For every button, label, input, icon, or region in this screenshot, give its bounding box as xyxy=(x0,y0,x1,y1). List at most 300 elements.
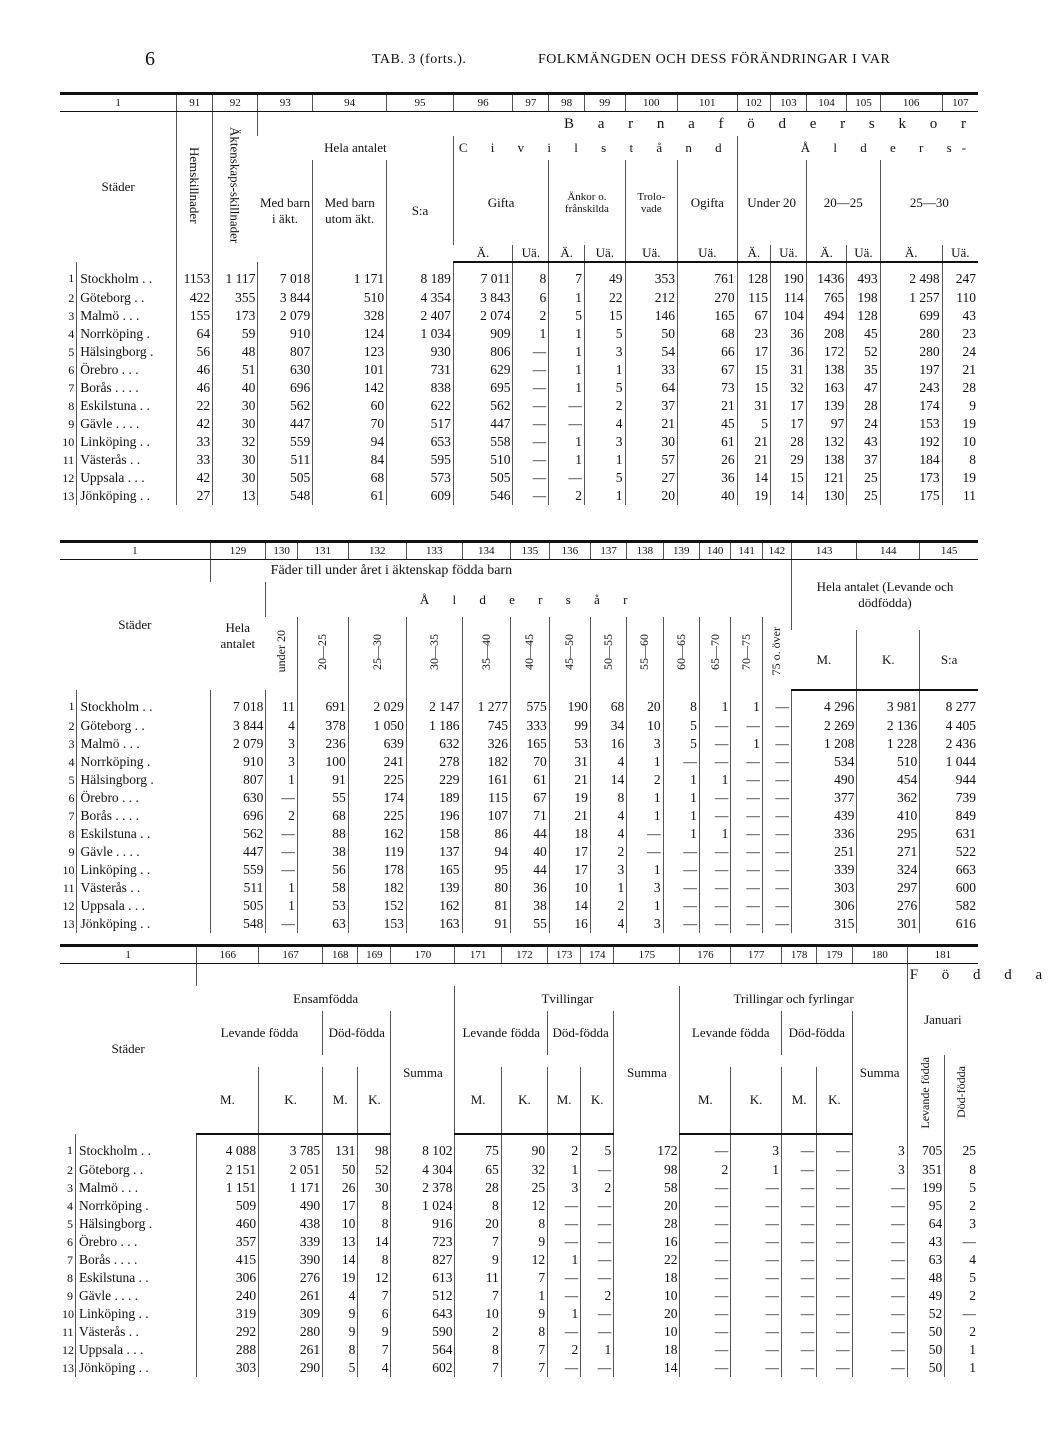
header-sub: Uä. xyxy=(625,245,677,262)
table-cell: — xyxy=(680,1215,731,1233)
table-cell: 12 xyxy=(501,1197,547,1215)
table-cell: 439 xyxy=(791,807,856,825)
table-cell: 70 xyxy=(313,415,387,433)
table-row xyxy=(60,262,978,289)
table-cell: 46 xyxy=(177,361,213,379)
table-cell: 630 xyxy=(210,789,266,807)
column-number: 104 xyxy=(806,94,847,112)
table-cell: 509 xyxy=(197,1197,259,1215)
table-cell: 15 xyxy=(737,379,770,397)
table-cell: 115 xyxy=(462,789,510,807)
table-cell: 806 xyxy=(453,343,513,361)
header-levande: Levande födda xyxy=(680,1011,782,1054)
table-cell: 34 xyxy=(590,717,626,735)
row-number: 2 xyxy=(66,1162,73,1177)
table-cell: 3 xyxy=(852,1134,907,1161)
column-number: 179 xyxy=(817,946,852,964)
table-cell: 18 xyxy=(549,825,590,843)
table-cell: 2 079 xyxy=(258,307,313,325)
table-cell: 1 050 xyxy=(348,717,406,735)
table-cell: 2 029 xyxy=(348,690,406,717)
table-cell: — xyxy=(663,753,699,771)
table-row xyxy=(60,307,978,325)
column-number: 167 xyxy=(259,946,323,964)
table-cell: 173 xyxy=(213,307,258,325)
table-cell: 1 xyxy=(699,690,730,717)
table-cell: 4 xyxy=(590,807,626,825)
column-number: 141 xyxy=(731,542,762,560)
table-cell: 153 xyxy=(348,915,406,933)
header-dod-fodda-vertical: Död-födda xyxy=(945,1055,978,1134)
table-cell: 8 xyxy=(513,262,549,289)
table-cell: 4 xyxy=(358,1359,391,1377)
table-cell: 55 xyxy=(510,915,549,933)
table-cell: — xyxy=(266,915,297,933)
table-cell: 21 xyxy=(737,451,770,469)
table-cell: 7 xyxy=(501,1341,547,1359)
table-cell: 505 xyxy=(210,897,266,915)
table-cell: 75 xyxy=(455,1134,501,1161)
table-cell: 1 xyxy=(266,879,297,897)
table-cell: 454 xyxy=(857,771,920,789)
row-number: 11 xyxy=(62,1324,74,1339)
header-age: 20—25 xyxy=(297,617,348,690)
table-row xyxy=(60,897,978,915)
table-cell: — xyxy=(513,379,549,397)
table-cell: 7 xyxy=(455,1287,501,1305)
table-cell: 609 xyxy=(387,487,454,505)
table-cell: 276 xyxy=(259,1269,323,1287)
table-cell: — xyxy=(852,1305,907,1323)
column-number: 145 xyxy=(920,542,978,560)
column-number: 140 xyxy=(699,542,730,560)
table-cell: — xyxy=(731,1359,782,1377)
table-cell: 562 xyxy=(258,397,313,415)
table-cell: 17 xyxy=(323,1197,358,1215)
header-januari: Januari xyxy=(907,986,978,1055)
row-number: 9 xyxy=(68,416,75,431)
column-number: 171 xyxy=(455,946,501,964)
table-row xyxy=(60,915,978,933)
table-row xyxy=(60,1251,978,1269)
table-cell: 70 xyxy=(510,753,549,771)
table-cell: 225 xyxy=(348,807,406,825)
table-cell: 21 xyxy=(942,361,978,379)
table-cell: 173 xyxy=(880,469,942,487)
table-cell: 7 011 xyxy=(453,262,513,289)
table-cell: 94 xyxy=(313,433,387,451)
table-cell: 4 xyxy=(945,1251,978,1269)
table-cell: — xyxy=(581,1305,614,1323)
table-cell: 930 xyxy=(387,343,454,361)
table-cell: — xyxy=(513,361,549,379)
row-number: 13 xyxy=(62,488,75,503)
table-cell: 362 xyxy=(857,789,920,807)
table-cell: — xyxy=(852,1359,907,1377)
city-name: Norrköping . xyxy=(77,753,210,771)
table-cell: 1 xyxy=(663,807,699,825)
table-cell: 21 xyxy=(737,433,770,451)
table-cell: 2 269 xyxy=(791,717,856,735)
header-age: 35—40 xyxy=(462,617,510,690)
column-number-row xyxy=(60,94,978,112)
table-cell: 27 xyxy=(177,487,213,505)
row-number: 2 xyxy=(68,290,75,305)
table-cell: 3 xyxy=(548,1179,581,1197)
table-cell: 31 xyxy=(770,361,806,379)
table-cell: — xyxy=(731,807,762,825)
table-cell: 422 xyxy=(177,289,213,307)
table-cell: 696 xyxy=(258,379,313,397)
table-cell: 162 xyxy=(406,897,462,915)
table-cell: — xyxy=(817,1161,852,1179)
table-cell: 59 xyxy=(213,325,258,343)
table-cell: 10 xyxy=(323,1215,358,1233)
row-number: 8 xyxy=(68,826,75,841)
city-name: Malmö . . . xyxy=(77,735,210,753)
table-cell: 1 xyxy=(731,1161,782,1179)
table-cell: 1 xyxy=(663,771,699,789)
city-name: Hälsingborg . xyxy=(75,1215,196,1233)
table-cell: 494 xyxy=(806,307,847,325)
data-table xyxy=(60,92,978,505)
table-cell: 20 xyxy=(625,487,677,505)
table-cell: 54 xyxy=(625,343,677,361)
header-levande: Levande födda xyxy=(455,1011,548,1054)
table-cell: 14 xyxy=(614,1359,680,1377)
header-blank xyxy=(680,1055,852,1067)
table-cell: 1 xyxy=(548,1251,581,1269)
table-cell: 333 xyxy=(510,717,549,735)
table-cell: — xyxy=(549,397,585,415)
header-sub: Ä. xyxy=(806,245,847,262)
table-cell: 1436 xyxy=(806,262,847,289)
table-cell: 42 xyxy=(177,415,213,433)
table-cell: 25 xyxy=(847,469,880,487)
header-k: K. xyxy=(358,1067,391,1134)
header-m: M. xyxy=(548,1067,581,1134)
table-cell: 63 xyxy=(297,915,348,933)
city-name: Stockholm . . xyxy=(77,690,210,717)
table-cell: — xyxy=(731,1233,782,1251)
table-row xyxy=(60,1323,978,1341)
table-cell: 6 xyxy=(513,289,549,307)
table-cell: — xyxy=(699,843,730,861)
page-number: 6 xyxy=(145,48,155,70)
table-cell: — xyxy=(731,1197,782,1215)
table-cell: 4 xyxy=(590,825,626,843)
table-cell: 1 xyxy=(627,861,663,879)
table-cell: 2 079 xyxy=(210,735,266,753)
header-fader: Fäder till under året i äktenskap födda barn xyxy=(210,560,791,583)
column-number: 178 xyxy=(781,946,816,964)
table-cell: 9 xyxy=(323,1323,358,1341)
column-number: 103 xyxy=(770,94,806,112)
table-cell: 49 xyxy=(585,262,626,289)
city-name: Hälsingborg . xyxy=(77,343,177,361)
table-cell: 8 xyxy=(945,1161,978,1179)
table-cell: 278 xyxy=(406,753,462,771)
table-cell: 73 xyxy=(678,379,738,397)
column-number: 168 xyxy=(323,946,358,964)
table-cell: — xyxy=(852,1233,907,1251)
table-cell: 37 xyxy=(847,451,880,469)
table-cell: 8 xyxy=(358,1197,391,1215)
column-number: 1 xyxy=(60,94,177,112)
table-cell: 326 xyxy=(462,735,510,753)
table-cell: 1 xyxy=(513,325,549,343)
table-cell: 303 xyxy=(791,879,856,897)
header-hemskillnader: Hemskillnader xyxy=(177,112,213,263)
column-number: 177 xyxy=(731,946,782,964)
table-cell: 30 xyxy=(625,433,677,451)
table-cell: 27 xyxy=(625,469,677,487)
row-number: 8 xyxy=(66,1270,73,1285)
table-cell: 14 xyxy=(549,897,590,915)
table-cell: 10 xyxy=(627,717,663,735)
table-cell: 29 xyxy=(770,451,806,469)
header-age: 45—50 xyxy=(549,617,590,690)
header-k: K. xyxy=(259,1067,323,1134)
table-cell: 60 xyxy=(313,397,387,415)
table-cell: — xyxy=(680,1233,731,1251)
table-cell: 2 xyxy=(590,897,626,915)
table-cell: 3 xyxy=(627,879,663,897)
table-cell: 3 844 xyxy=(210,717,266,735)
table-cell: 616 xyxy=(920,915,978,933)
column-number: 142 xyxy=(762,542,791,560)
table-cell: 731 xyxy=(387,361,454,379)
table-cell: 1 xyxy=(548,1305,581,1323)
table-cell: 52 xyxy=(358,1161,391,1179)
table-cell: 84 xyxy=(313,451,387,469)
table-row xyxy=(60,1134,978,1161)
header-sub: Ä. xyxy=(737,245,770,262)
table-cell: 15 xyxy=(585,307,626,325)
table-cell: 11 xyxy=(455,1269,501,1287)
table-cell: 36 xyxy=(770,325,806,343)
table-cell: 165 xyxy=(678,307,738,325)
header-sub: Ä. xyxy=(549,245,585,262)
table-cell: 1 xyxy=(699,771,730,789)
table-cell: — xyxy=(663,879,699,897)
table-cell: 25 xyxy=(501,1179,547,1197)
table-cell: 182 xyxy=(462,753,510,771)
table-cell: 48 xyxy=(907,1269,945,1287)
table-cell: 61 xyxy=(678,433,738,451)
column-number: 98 xyxy=(549,94,585,112)
table-cell: 270 xyxy=(678,289,738,307)
table-cell: 162 xyxy=(348,825,406,843)
table-section-births xyxy=(60,944,1052,1377)
table-cell: 7 xyxy=(549,262,585,289)
table-cell: 9 xyxy=(323,1305,358,1323)
table-cell: 182 xyxy=(348,879,406,897)
table-cell: 3 785 xyxy=(259,1134,323,1161)
table-cell: 240 xyxy=(197,1287,259,1305)
column-number: 135 xyxy=(510,542,549,560)
row-number: 1 xyxy=(68,699,75,713)
column-number: 129 xyxy=(210,542,266,560)
column-number: 131 xyxy=(297,542,348,560)
table-cell: 12 xyxy=(501,1251,547,1269)
data-table xyxy=(60,944,1052,1377)
table-cell: 9 xyxy=(501,1305,547,1323)
city-name: Eskilstuna . . xyxy=(75,1269,196,1287)
table-cell: 1 xyxy=(585,451,626,469)
table-cell: 5 xyxy=(581,1134,614,1161)
table-cell: 241 xyxy=(348,753,406,771)
table-cell: 739 xyxy=(920,789,978,807)
table-cell: 138 xyxy=(806,451,847,469)
row-number: 3 xyxy=(68,308,75,323)
table-cell: — xyxy=(513,451,549,469)
table-cell: 95 xyxy=(462,861,510,879)
table-cell: 10 xyxy=(614,1287,680,1305)
row-number: 7 xyxy=(68,808,75,823)
column-number: 1 xyxy=(60,542,210,560)
table-cell: 36 xyxy=(678,469,738,487)
table-cell: 47 xyxy=(847,379,880,397)
table-cell: — xyxy=(762,735,791,753)
table-cell: 107 xyxy=(462,807,510,825)
table-cell: 1 044 xyxy=(920,753,978,771)
table-cell: 1 208 xyxy=(791,735,856,753)
table-cell: 110 xyxy=(942,289,978,307)
table-cell: 303 xyxy=(197,1359,259,1377)
table-cell: 20 xyxy=(614,1197,680,1215)
table-cell: 447 xyxy=(453,415,513,433)
table-row xyxy=(60,843,978,861)
table-cell: — xyxy=(781,1179,816,1197)
column-number: 91 xyxy=(177,94,213,112)
table-cell: — xyxy=(817,1323,852,1341)
table-cell: 115 xyxy=(737,289,770,307)
table-cell: 67 xyxy=(510,789,549,807)
table-cell: 910 xyxy=(210,753,266,771)
table-cell: 3 xyxy=(585,433,626,451)
table-cell: 546 xyxy=(453,487,513,505)
table-cell: — xyxy=(731,897,762,915)
table-cell: 6 xyxy=(358,1305,391,1323)
city-name: Göteborg . . xyxy=(75,1161,196,1179)
table-cell: 827 xyxy=(391,1251,455,1269)
city-name: Västerås . . xyxy=(77,451,177,469)
table-cell: 631 xyxy=(920,825,978,843)
row-number: 5 xyxy=(68,772,75,787)
table-cell: 91 xyxy=(297,771,348,789)
page-title: FOLKMÄNGDEN OCH DESS FÖRÄNDRINGAR I VAR xyxy=(538,52,891,67)
table-cell: 2 074 xyxy=(453,307,513,325)
table-row xyxy=(60,753,978,771)
table-cell: 53 xyxy=(549,735,590,753)
header-civilstand: C i v i l s t å n d xyxy=(453,136,737,160)
table-cell: 1 xyxy=(627,897,663,915)
column-number: 107 xyxy=(942,94,978,112)
row-number: 7 xyxy=(66,1252,73,1267)
table-cell: — xyxy=(731,1341,782,1359)
table-cell: 190 xyxy=(770,262,806,289)
header-med-barn-utom-akt: Med barn utom äkt. xyxy=(313,160,387,262)
table-row xyxy=(60,1359,978,1377)
table-cell: 351 xyxy=(907,1161,945,1179)
table-cell: 66 xyxy=(678,343,738,361)
table-cell: 247 xyxy=(942,262,978,289)
table-cell: 50 xyxy=(907,1341,945,1359)
table-cell: 2 xyxy=(548,1341,581,1359)
table-cell: — xyxy=(731,915,762,933)
table-cell: 43 xyxy=(942,307,978,325)
table-cell: 7 018 xyxy=(258,262,313,289)
data-table xyxy=(60,540,978,933)
table-cell: 280 xyxy=(880,343,942,361)
table-cell: 25 xyxy=(945,1134,978,1161)
table-cell: — xyxy=(852,1251,907,1269)
table-cell: 163 xyxy=(406,915,462,933)
table-row xyxy=(60,451,978,469)
table-cell: 172 xyxy=(806,343,847,361)
column-number: 175 xyxy=(614,946,680,964)
table-row xyxy=(60,789,978,807)
table-row xyxy=(60,717,978,735)
header-hela-levande: Hela antalet (Levande och dödfödda) xyxy=(791,560,978,631)
table-cell: 10 xyxy=(942,433,978,451)
table-cell: 5 xyxy=(945,1179,978,1197)
table-cell: 8 189 xyxy=(387,262,454,289)
table-cell: 17 xyxy=(549,861,590,879)
header-age: 65—70 xyxy=(699,617,730,690)
table-cell: 13 xyxy=(323,1233,358,1251)
table-cell: — xyxy=(731,717,762,735)
table-cell: — xyxy=(762,825,791,843)
column-number: 106 xyxy=(880,94,942,112)
table-cell: — xyxy=(680,1251,731,1269)
table-cell: 8 xyxy=(501,1215,547,1233)
header-age: 70—75 xyxy=(731,617,762,690)
table-cell: 20 xyxy=(627,690,663,717)
table-cell: 1 171 xyxy=(259,1179,323,1197)
header-aktenskapsskillnader: Äktenskaps-skillnader xyxy=(213,112,258,263)
table-cell: 505 xyxy=(258,469,313,487)
column-number: 105 xyxy=(847,94,880,112)
header-barnaforderskor: B a r n a f ö d e r s k o r xyxy=(258,112,978,137)
table-cell: 2 051 xyxy=(259,1161,323,1179)
header-sa: S:a xyxy=(920,630,978,690)
table-cell: 562 xyxy=(453,397,513,415)
header-stader: Städer xyxy=(101,179,135,194)
header-blank xyxy=(197,1055,391,1067)
table-cell: 807 xyxy=(210,771,266,789)
table-cell: 61 xyxy=(510,771,549,789)
table-cell: 378 xyxy=(297,717,348,735)
column-number: 176 xyxy=(680,946,731,964)
table-cell: 71 xyxy=(510,807,549,825)
table-cell: 534 xyxy=(791,753,856,771)
table-cell: 52 xyxy=(907,1305,945,1323)
table-cell: 28 xyxy=(942,379,978,397)
table-cell: 46 xyxy=(177,379,213,397)
table-cell: — xyxy=(680,1269,731,1287)
table-cell: 40 xyxy=(678,487,738,505)
table-cell: — xyxy=(731,771,762,789)
row-number: 4 xyxy=(68,754,75,769)
table-cell: — xyxy=(781,1305,816,1323)
table-cell: 24 xyxy=(942,343,978,361)
table-cell: 100 xyxy=(297,753,348,771)
table-cell: 1 xyxy=(627,807,663,825)
column-number: 133 xyxy=(406,542,462,560)
table-cell: — xyxy=(817,1251,852,1269)
